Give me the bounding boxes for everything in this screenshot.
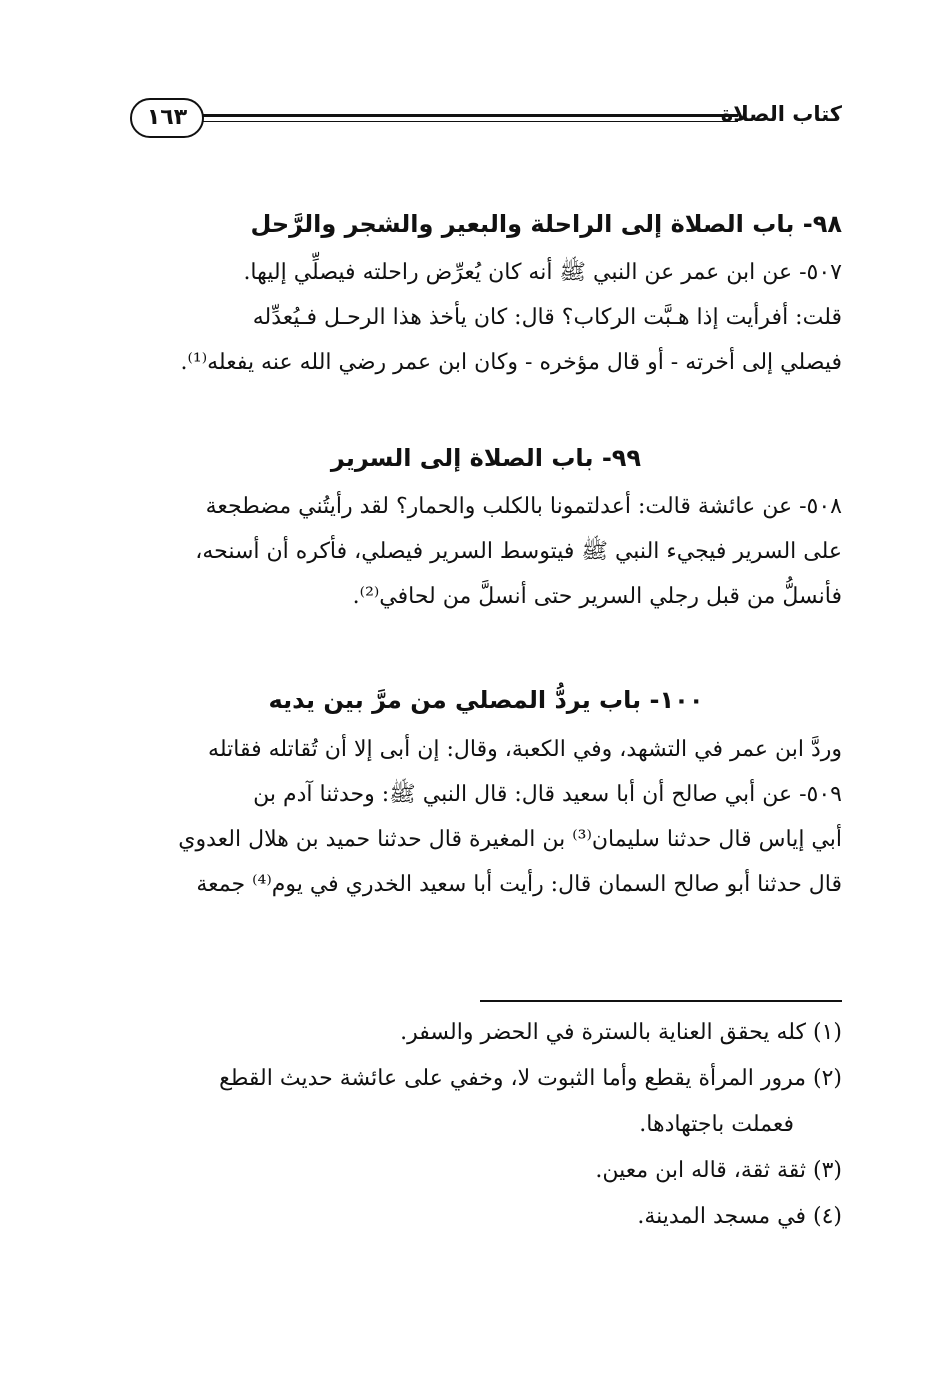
section-heading-99: ٩٩- باب الصلاة إلى السرير: [330, 443, 642, 472]
text-line: ٥٠٧- عن ابن عمر عن النبي ﷺ أنه كان يُعرِّض راحلته فيصلِّي إليها.: [243, 260, 842, 285]
footnote-continuation: فعملت باجتهادها.: [639, 1112, 794, 1137]
book-title: كتاب الصلاة: [720, 102, 842, 126]
footnote-separator: [480, 1000, 842, 1002]
hadith-508-text: [130, 484, 842, 619]
text-line: على السرير فيجيء النبي ﷺ فيتوسط السرير فيصلي، فأكره أن أسنحه،: [195, 539, 842, 564]
text-line: ٥٠٨- عن عائشة قالت: أعدلتمونا بالكلب والحمار؟ لقد رأيتُني مضطجعة: [205, 494, 842, 519]
page-header: [130, 96, 842, 142]
text-line: ٥٠٩- عن أبي صالح أن أبا سعيد قال: قال النبي ﷺ: وحدثنا آدم بن: [253, 782, 842, 807]
section-heading-98: ٩٨- باب الصلاة إلى الراحلة والبعير والشجر والرَّحل: [250, 209, 842, 238]
hadith-509-text: [130, 727, 842, 907]
footnote-1: [130, 1010, 842, 1056]
section-heading-100: ١٠٠- باب يردُّ المصلي من مرَّ بين يديه: [268, 685, 704, 714]
footnote-2: [130, 1056, 842, 1148]
text-line: فيصلي إلى أخرته - أو قال مؤخره - وكان ابن عمر رضي الله عنه يفعله⁽¹⁾.: [180, 350, 842, 375]
text-line: قال حدثنا أبو صالح السمان قال: رأيت أبا سعيد الخدري في يوم⁽⁴⁾ جمعة: [196, 872, 842, 897]
footnote-3: [130, 1148, 842, 1194]
footnotes-list: [130, 1010, 842, 1240]
header-rule-thick: [194, 114, 738, 117]
footnote-text: (١) كله يحقق العناية بالسترة في الحضر والسفر.: [400, 1020, 842, 1045]
page-number: ١٦٣: [130, 98, 204, 138]
footnote-4: [130, 1194, 842, 1240]
text-line: أبي إياس قال حدثنا سليمان⁽³⁾ بن المغيرة قال حدثنا حميد بن هلال العدوي: [178, 827, 842, 852]
footnote-text: (٤) في مسجد المدينة.: [637, 1204, 842, 1229]
footnote-text: (٢) مرور المرأة يقطع وأما الثبوت لا، وخفي على عائشة حديث القطع: [219, 1066, 842, 1091]
text-line: قلت: أفرأيت إذا هـبَّت الركاب؟ قال: كان يأخذ هذا الرحـل فـيُعدِّله: [252, 305, 842, 330]
text-line: فأنسلُّ من قبل رجلي السرير حتى أنسلَّ من لحافي⁽²⁾.: [352, 584, 842, 609]
hadith-507-text: [130, 250, 842, 385]
footnote-text: (٣) ثقة ثقة، قاله ابن معين.: [595, 1158, 842, 1183]
text-line: وردَّ ابن عمر في التشهد، وفي الكعبة، وقال: إن أبى إلا أن تُقاتله فقاتله: [208, 737, 842, 762]
header-rule-thin: [194, 121, 738, 122]
